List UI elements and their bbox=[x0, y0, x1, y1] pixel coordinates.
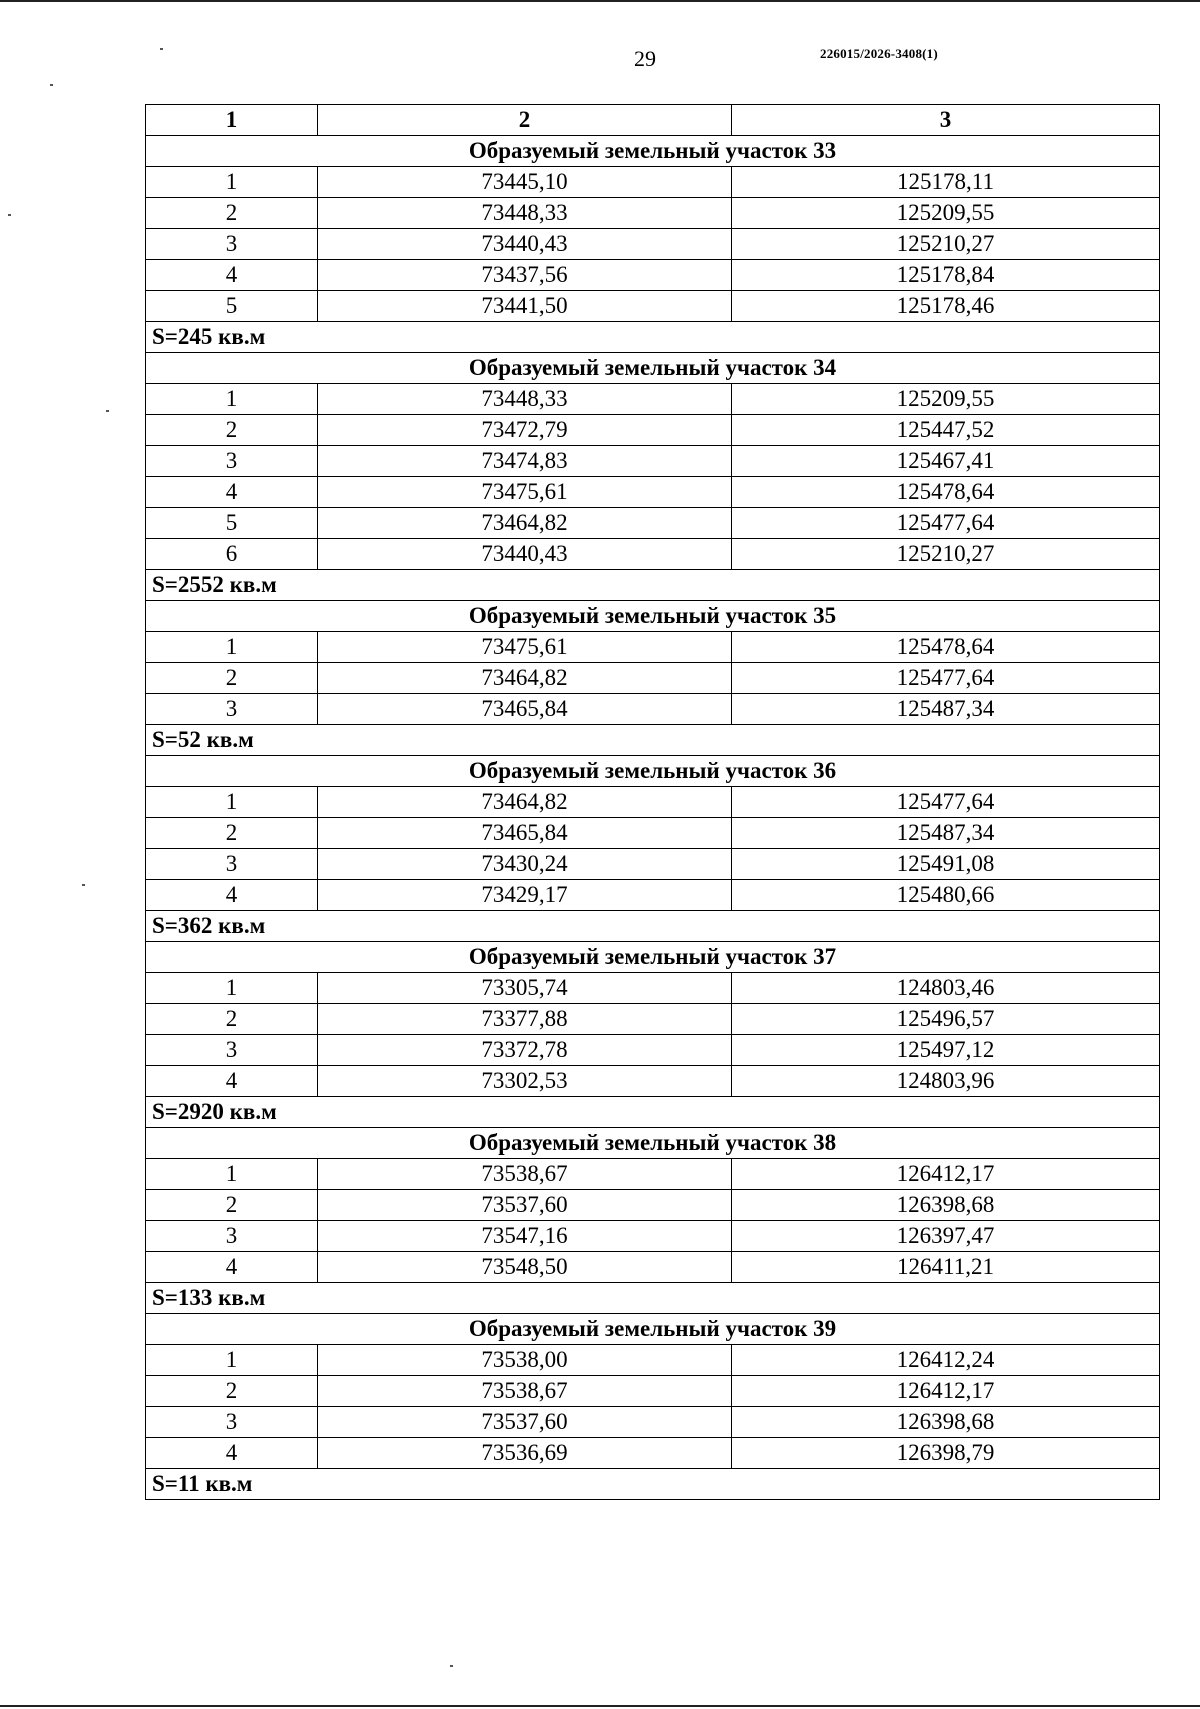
table-row bbox=[146, 1438, 1160, 1469]
plot-area-row bbox=[146, 570, 1160, 601]
point-number-cell: 3 bbox=[146, 1035, 318, 1066]
y-coordinate-cell: 125477,64 bbox=[732, 663, 1160, 694]
plot-title-row bbox=[146, 353, 1160, 384]
point-number-cell: 3 bbox=[146, 694, 318, 725]
coordinates-table-body bbox=[146, 105, 1160, 1500]
point-number-cell: 2 bbox=[146, 415, 318, 446]
y-coordinate-cell: 125477,64 bbox=[732, 787, 1160, 818]
table-row bbox=[146, 446, 1160, 477]
table-row bbox=[146, 384, 1160, 415]
y-coordinate-cell: 126411,21 bbox=[732, 1252, 1160, 1283]
plot-area: S=2920 кв.м bbox=[146, 1097, 1160, 1128]
x-coordinate-cell: 73464,82 bbox=[318, 787, 732, 818]
plot-area-row bbox=[146, 725, 1160, 756]
table-row bbox=[146, 167, 1160, 198]
header-row bbox=[146, 105, 1160, 136]
header-col-1: 1 bbox=[146, 105, 318, 136]
point-number-cell: 4 bbox=[146, 880, 318, 911]
x-coordinate-cell: 73465,84 bbox=[318, 818, 732, 849]
point-number-cell: 2 bbox=[146, 663, 318, 694]
y-coordinate-cell: 125210,27 bbox=[732, 539, 1160, 570]
x-coordinate-cell: 73474,83 bbox=[318, 446, 732, 477]
table-row bbox=[146, 632, 1160, 663]
point-number-cell: 2 bbox=[146, 198, 318, 229]
plot-title: Образуемый земельный участок 39 bbox=[146, 1314, 1160, 1345]
y-coordinate-cell: 125178,11 bbox=[732, 167, 1160, 198]
y-coordinate-cell: 125496,57 bbox=[732, 1004, 1160, 1035]
x-coordinate-cell: 73445,10 bbox=[318, 167, 732, 198]
x-coordinate-cell: 73547,16 bbox=[318, 1221, 732, 1252]
point-number-cell: 6 bbox=[146, 539, 318, 570]
point-number-cell: 2 bbox=[146, 1376, 318, 1407]
x-coordinate-cell: 73441,50 bbox=[318, 291, 732, 322]
table-row bbox=[146, 198, 1160, 229]
plot-title-row bbox=[146, 756, 1160, 787]
scan-speck bbox=[450, 1665, 453, 1667]
plot-area: S=52 кв.м bbox=[146, 725, 1160, 756]
point-number-cell: 2 bbox=[146, 1190, 318, 1221]
y-coordinate-cell: 125209,55 bbox=[732, 198, 1160, 229]
x-coordinate-cell: 73536,69 bbox=[318, 1438, 732, 1469]
point-number-cell: 1 bbox=[146, 1345, 318, 1376]
y-coordinate-cell: 125210,27 bbox=[732, 229, 1160, 260]
point-number-cell: 5 bbox=[146, 508, 318, 539]
y-coordinate-cell: 126412,17 bbox=[732, 1159, 1160, 1190]
point-number-cell: 4 bbox=[146, 477, 318, 508]
x-coordinate-cell: 73440,43 bbox=[318, 539, 732, 570]
table-row bbox=[146, 477, 1160, 508]
page-number: 29 bbox=[634, 46, 656, 71]
coordinates-table bbox=[145, 104, 1160, 1500]
table-row bbox=[146, 694, 1160, 725]
point-number-cell: 4 bbox=[146, 1438, 318, 1469]
y-coordinate-cell: 126398,79 bbox=[732, 1438, 1160, 1469]
scan-speck bbox=[50, 84, 53, 86]
x-coordinate-cell: 73429,17 bbox=[318, 880, 732, 911]
x-coordinate-cell: 73305,74 bbox=[318, 973, 732, 1004]
table-row bbox=[146, 1066, 1160, 1097]
y-coordinate-cell: 125477,64 bbox=[732, 508, 1160, 539]
point-number-cell: 3 bbox=[146, 229, 318, 260]
table-row bbox=[146, 291, 1160, 322]
plot-title: Образуемый земельный участок 37 bbox=[146, 942, 1160, 973]
table-row bbox=[146, 508, 1160, 539]
x-coordinate-cell: 73548,50 bbox=[318, 1252, 732, 1283]
x-coordinate-cell: 73538,67 bbox=[318, 1159, 732, 1190]
plot-area-row bbox=[146, 1469, 1160, 1500]
scan-speck bbox=[106, 410, 109, 412]
y-coordinate-cell: 125467,41 bbox=[732, 446, 1160, 477]
plot-area: S=11 кв.м bbox=[146, 1469, 1160, 1500]
y-coordinate-cell: 126412,17 bbox=[732, 1376, 1160, 1407]
table-row bbox=[146, 1376, 1160, 1407]
x-coordinate-cell: 73538,67 bbox=[318, 1376, 732, 1407]
point-number-cell: 3 bbox=[146, 849, 318, 880]
table-row bbox=[146, 1252, 1160, 1283]
x-coordinate-cell: 73302,53 bbox=[318, 1066, 732, 1097]
y-coordinate-cell: 125497,12 bbox=[732, 1035, 1160, 1066]
x-coordinate-cell: 73464,82 bbox=[318, 663, 732, 694]
table-row bbox=[146, 1345, 1160, 1376]
point-number-cell: 3 bbox=[146, 1221, 318, 1252]
y-coordinate-cell: 125178,84 bbox=[732, 260, 1160, 291]
plot-title: Образуемый земельный участок 34 bbox=[146, 353, 1160, 384]
y-coordinate-cell: 126398,68 bbox=[732, 1190, 1160, 1221]
scan-speck bbox=[82, 884, 85, 886]
point-number-cell: 1 bbox=[146, 632, 318, 663]
table-row bbox=[146, 415, 1160, 446]
plot-area: S=362 кв.м bbox=[146, 911, 1160, 942]
y-coordinate-cell: 125178,46 bbox=[732, 291, 1160, 322]
x-coordinate-cell: 73537,60 bbox=[318, 1190, 732, 1221]
point-number-cell: 1 bbox=[146, 973, 318, 1004]
table-row bbox=[146, 1159, 1160, 1190]
y-coordinate-cell: 126398,68 bbox=[732, 1407, 1160, 1438]
x-coordinate-cell: 73372,78 bbox=[318, 1035, 732, 1066]
y-coordinate-cell: 125480,66 bbox=[732, 880, 1160, 911]
header-col-2: 2 bbox=[318, 105, 732, 136]
plot-area-row bbox=[146, 1283, 1160, 1314]
table-row bbox=[146, 1004, 1160, 1035]
table-row bbox=[146, 973, 1160, 1004]
x-coordinate-cell: 73430,24 bbox=[318, 849, 732, 880]
point-number-cell: 2 bbox=[146, 818, 318, 849]
plot-area-row bbox=[146, 1097, 1160, 1128]
bottom-edge-rule bbox=[0, 1705, 1200, 1707]
top-edge-rule bbox=[0, 0, 1200, 2]
scan-speck bbox=[160, 48, 163, 50]
table-row bbox=[146, 229, 1160, 260]
point-number-cell: 5 bbox=[146, 291, 318, 322]
plot-area: S=2552 кв.м bbox=[146, 570, 1160, 601]
table-row bbox=[146, 1407, 1160, 1438]
table-row bbox=[146, 787, 1160, 818]
table-row bbox=[146, 849, 1160, 880]
table-row bbox=[146, 1190, 1160, 1221]
point-number-cell: 1 bbox=[146, 384, 318, 415]
x-coordinate-cell: 73464,82 bbox=[318, 508, 732, 539]
plot-title: Образуемый земельный участок 33 bbox=[146, 136, 1160, 167]
table-row bbox=[146, 539, 1160, 570]
y-coordinate-cell: 124803,46 bbox=[732, 973, 1160, 1004]
y-coordinate-cell: 125447,52 bbox=[732, 415, 1160, 446]
plot-title: Образуемый земельный участок 36 bbox=[146, 756, 1160, 787]
y-coordinate-cell: 126397,47 bbox=[732, 1221, 1160, 1252]
x-coordinate-cell: 73475,61 bbox=[318, 477, 732, 508]
plot-area-row bbox=[146, 911, 1160, 942]
scan-speck bbox=[8, 214, 11, 216]
plot-title-row bbox=[146, 1128, 1160, 1159]
y-coordinate-cell: 125487,34 bbox=[732, 694, 1160, 725]
plot-title: Образуемый земельный участок 35 bbox=[146, 601, 1160, 632]
document-reference: 226015/2026-3408(1) bbox=[820, 46, 938, 61]
point-number-cell: 1 bbox=[146, 1159, 318, 1190]
y-coordinate-cell: 125209,55 bbox=[732, 384, 1160, 415]
point-number-cell: 1 bbox=[146, 787, 318, 818]
plot-area: S=133 кв.м bbox=[146, 1283, 1160, 1314]
point-number-cell: 4 bbox=[146, 1252, 318, 1283]
y-coordinate-cell: 126412,24 bbox=[732, 1345, 1160, 1376]
x-coordinate-cell: 73472,79 bbox=[318, 415, 732, 446]
point-number-cell: 3 bbox=[146, 446, 318, 477]
point-number-cell: 3 bbox=[146, 1407, 318, 1438]
x-coordinate-cell: 73437,56 bbox=[318, 260, 732, 291]
plot-title-row bbox=[146, 942, 1160, 973]
y-coordinate-cell: 125478,64 bbox=[732, 632, 1160, 663]
point-number-cell: 4 bbox=[146, 1066, 318, 1097]
plot-area: S=245 кв.м bbox=[146, 322, 1160, 353]
x-coordinate-cell: 73448,33 bbox=[318, 198, 732, 229]
x-coordinate-cell: 73537,60 bbox=[318, 1407, 732, 1438]
plot-title: Образуемый земельный участок 38 bbox=[146, 1128, 1160, 1159]
y-coordinate-cell: 125491,08 bbox=[732, 849, 1160, 880]
x-coordinate-cell: 73440,43 bbox=[318, 229, 732, 260]
table-row bbox=[146, 1035, 1160, 1066]
y-coordinate-cell: 125478,64 bbox=[732, 477, 1160, 508]
x-coordinate-cell: 73377,88 bbox=[318, 1004, 732, 1035]
table-row bbox=[146, 818, 1160, 849]
header-col-3: 3 bbox=[732, 105, 1160, 136]
plot-area-row bbox=[146, 322, 1160, 353]
plot-title-row bbox=[146, 1314, 1160, 1345]
point-number-cell: 1 bbox=[146, 167, 318, 198]
table-row bbox=[146, 880, 1160, 911]
y-coordinate-cell: 125487,34 bbox=[732, 818, 1160, 849]
x-coordinate-cell: 73538,00 bbox=[318, 1345, 732, 1376]
plot-title-row bbox=[146, 136, 1160, 167]
point-number-cell: 4 bbox=[146, 260, 318, 291]
y-coordinate-cell: 124803,96 bbox=[732, 1066, 1160, 1097]
x-coordinate-cell: 73475,61 bbox=[318, 632, 732, 663]
plot-title-row bbox=[146, 601, 1160, 632]
table-row bbox=[146, 260, 1160, 291]
x-coordinate-cell: 73465,84 bbox=[318, 694, 732, 725]
table-row bbox=[146, 663, 1160, 694]
point-number-cell: 2 bbox=[146, 1004, 318, 1035]
x-coordinate-cell: 73448,33 bbox=[318, 384, 732, 415]
table-row bbox=[146, 1221, 1160, 1252]
